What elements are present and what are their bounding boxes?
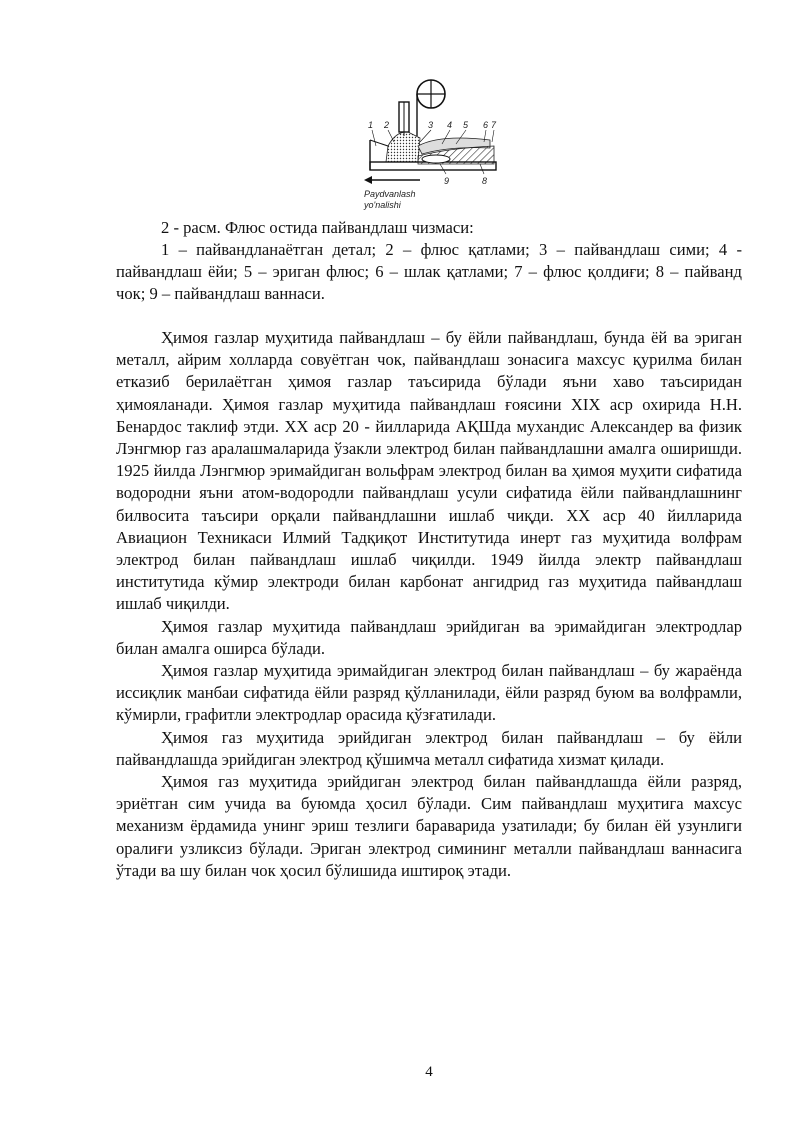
- paragraph-4: Ҳимоя газ муҳитида эрийдиган электрод билан пайвандлаш – бу ёйли пайвандлашда эрийдиган электрод қўшимча металл сифатида хизмат қилади.: [116, 727, 742, 769]
- label-7: 7: [491, 120, 497, 130]
- diagram-svg: [360, 76, 510, 216]
- label-8: 8: [482, 176, 488, 186]
- label-4: 4: [447, 120, 453, 130]
- figure-caption-legend: 1 – пайвандланаётган детал; 2 – флюс қатлами; 3 – пайвандлаш сими; 4 - пайвандлаш ёйи; 5 – эриган флюс; 6 – шлак қатлами; 7 – флюс қолдиғи; 8 – пайванд чок; 9 – пайвандлаш ваннаси.: [116, 240, 742, 304]
- submerged-arc-welding-diagram: [360, 76, 510, 216]
- paragraph-2: Ҳимоя газлар муҳитида пайвандлаш эрийдиган ва эримайдиган электродлар билан амалга оширса бўлади.: [116, 616, 742, 658]
- weld-pool-icon: [422, 155, 450, 163]
- direction-label-line2: yo'nalishi: [364, 200, 401, 210]
- paragraph-5: Ҳимоя газ муҳитида эрийдиган электрод билан пайвандлашда ёйли разряд, эриётган сим учида ва буюмда ҳосил бўлади. Сим пайвандлаш муҳитига махсус механизм ёрдамида унинг эриш тезлиги бараварида узатилади; бу билан ёй узунлиги оралиғи узликсиз бўлади. Эриган электрод симининг металли пайвандлаш ваннасига ўтади ва шу билан чок ҳосил бўлишида иштироқ этади.: [116, 772, 742, 880]
- label-2: 2: [384, 120, 390, 130]
- figure-caption-title: 2 - расм. Флюс остида пайвандлаш чизмаси:: [161, 218, 474, 237]
- label-6: 6: [483, 120, 489, 130]
- label-9: 9: [444, 176, 450, 186]
- direction-label-line1: Paydvanlash: [364, 189, 416, 199]
- label-5: 5: [463, 120, 469, 130]
- paragraph-1: Ҳимоя газлар муҳитида пайвандлаш – бу ёйли пайвандлаш, бунда ёй ва эриган металл, айрим холларда совуётган чок, пайвандлаш зонасига махсус қурилма билан етказиб берилаётган ҳимоя газлар таъсирида бўлади яъни хаво таъсиридан ҳимояланади. Ҳимоя газлар муҳитида пайвандлаш ғоясини XIX аср охирида Н.Н. Бенардос таклиф этди. XX аср 20 - йилларида АҚШда мухандис Александер ва физик Лэнгмюр газ аралашмаларида ўзакли электрод билан пайвандлашни амалга оширишди. 1925 йилда Лэнгмюр эримайдиган вольфрам электрод билан ва ҳимоя муҳити сифатида водородни яъни атом-водородли пайвандлаш усули сифатида ёйли пайвандлашнинг билвосита таъсири орқали пайвандлашни ишлаб чиқди. XX аср 40 йилларида Авиацион Техникаси Илмий Тадқиқот Институтида инерт газ муҳитида волфрам электрод билан пайвандлаш ишлаб чиқилди. 1949 йилда электр пайвандлаш институтида кўмир электроди билан карбонат ангидрид газ муҳитида пайвандлаш ишлаб чиқилди.: [116, 328, 742, 614]
- paragraph-3: Ҳимоя газлар муҳитида эримайдиган электрод билан пайвандлаш – бу жараёнда иссиқлик манбаи сифатида ёйли разряд қўлланилади, ёйли разряд буюм ва волфрамли, кўмирли, графитли электродлар орасида қўзғатилади.: [116, 661, 742, 725]
- label-3: 3: [428, 120, 434, 130]
- label-1: 1: [368, 120, 374, 130]
- page-number: 4: [425, 1064, 433, 1080]
- document-body: [116, 327, 742, 882]
